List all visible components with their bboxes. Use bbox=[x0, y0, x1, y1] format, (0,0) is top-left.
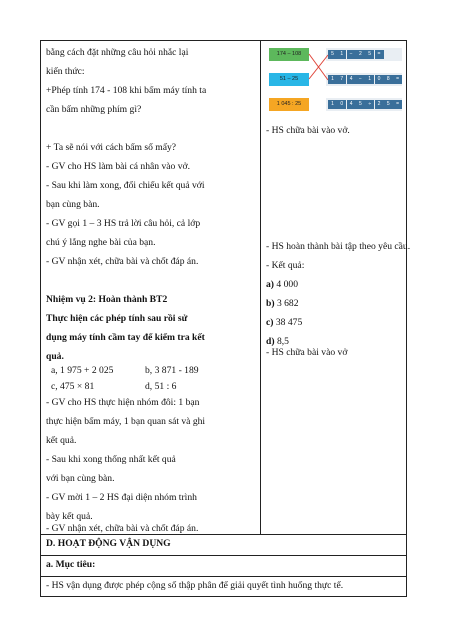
result-b-value: 3 682 bbox=[276, 298, 299, 309]
calculator-key: = bbox=[393, 75, 402, 84]
calculator-key: 5 bbox=[356, 100, 365, 109]
question-text: + Ta sẽ nói với cách bấm số mấy? bbox=[46, 142, 177, 153]
hs-text: - HS hoàn thành bài tập theo yêu cầu. bbox=[266, 241, 411, 252]
goal-label: a. Mục tiêu: bbox=[46, 559, 96, 570]
calculator-key: 1 bbox=[365, 75, 374, 84]
result-b-label: b) bbox=[266, 298, 275, 309]
expression-2: 51 – 25 bbox=[269, 73, 309, 86]
calculator-key: − bbox=[347, 50, 356, 59]
row-divider bbox=[41, 576, 406, 577]
instruction-text: bạn cùng bàn. bbox=[46, 199, 100, 210]
calculator-key: = bbox=[393, 100, 402, 109]
instruction-text: - GV mời 1 – 2 HS đại diện nhóm trình bbox=[46, 492, 197, 503]
task-description bbox=[46, 313, 252, 325]
instruction-text: - GV cho HS thực hiện nhóm đôi: 1 bạn bbox=[46, 397, 200, 408]
instruction-text: với bạn cùng bàn. bbox=[46, 473, 115, 484]
task-title: Nhiệm vụ 2: Hoàn thành BT2 bbox=[46, 294, 168, 305]
calculator-key: 2 bbox=[375, 100, 384, 109]
calculator-key: ÷ bbox=[365, 100, 374, 109]
instruction-text: - GV cho HS làm bài cá nhân vào vở. bbox=[46, 161, 190, 172]
result-c-value: 38 475 bbox=[275, 317, 303, 328]
calculator-key: 5 bbox=[384, 100, 393, 109]
task-text: Thực hiện các phép tính sau rồi sử bbox=[46, 313, 188, 324]
question-text: +Phép tính 174 - 108 khi bấm máy tính ta bbox=[46, 85, 207, 96]
instruction-text: thực hiện bấm máy, 1 bạn quan sát và ghi bbox=[46, 416, 206, 427]
exercise-b: b, 3 871 - 189 bbox=[145, 365, 199, 376]
instruction-text: - GV nhận xét, chữa bài và chốt đáp án. bbox=[46, 256, 199, 267]
intro-text: bằng cách đặt những câu hỏi nhắc lại bbox=[46, 47, 189, 58]
column-divider bbox=[260, 41, 261, 534]
calculator-key: 4 bbox=[347, 100, 356, 109]
calculator-key: 8 bbox=[384, 75, 393, 84]
instruction-text: kết quả. bbox=[46, 435, 77, 446]
result-a-value: 4 000 bbox=[276, 279, 298, 290]
calculator-key: − bbox=[356, 75, 365, 84]
section-title: D. HOẠT ĐỘNG VẬN DỤNG bbox=[46, 538, 171, 549]
calculator-key: 0 bbox=[337, 100, 346, 109]
calculator-key: 1 bbox=[328, 75, 337, 84]
instruction-text: bày kết quả. bbox=[46, 511, 93, 522]
result-d-label: d) bbox=[266, 336, 275, 347]
instruction-text: - Sau khi làm xong, đổi chiếu kết quả với bbox=[46, 180, 205, 191]
result-label: - Kết quả: bbox=[266, 260, 305, 271]
question-text: cần bấm những phím gì? bbox=[46, 104, 142, 115]
expression-1: 174 – 108 bbox=[269, 48, 309, 61]
result-a-label: a) bbox=[266, 279, 274, 290]
calculator-key: 5 bbox=[328, 50, 337, 59]
instruction-text: - GV gọi 1 – 3 HS trả lời câu hỏi, cả lớp bbox=[46, 218, 201, 229]
calculator-key: 0 bbox=[375, 75, 384, 84]
expression-3: 1 045 : 25 bbox=[269, 98, 309, 111]
instruction-text: chú ý lắng nghe bài của bạn. bbox=[46, 237, 156, 248]
row-divider bbox=[41, 555, 406, 556]
hs-text: - HS chữa bài vào vở. bbox=[266, 125, 350, 136]
task-text: dụng máy tính cầm tay để kiểm tra kết bbox=[46, 332, 205, 343]
hs-text: - HS chữa bài vào vở bbox=[266, 347, 348, 358]
result-d-value: 8,5 bbox=[276, 336, 289, 347]
exercise-c: c, 475 × 81 bbox=[51, 381, 95, 392]
result-c bbox=[266, 317, 302, 329]
result-a bbox=[266, 279, 298, 291]
calculator-key: 4 bbox=[347, 75, 356, 84]
lesson-table bbox=[40, 40, 411, 597]
calculator-key: 5 bbox=[365, 50, 374, 59]
exercise-d: d, 51 : 6 bbox=[145, 381, 177, 392]
calculator-key: 2 bbox=[356, 50, 365, 59]
calculator-key: 7 bbox=[337, 75, 346, 84]
calculator-key: 1 bbox=[337, 50, 346, 59]
calculator-matching-illustration bbox=[266, 41, 406, 115]
instruction-text: - GV nhận xét, chữa bài và chốt đáp án. bbox=[46, 523, 199, 534]
exercise-a: a, 1 975 + 2 025 bbox=[51, 365, 114, 376]
result-c-label: c) bbox=[266, 317, 274, 328]
calculator-key: 1 bbox=[328, 100, 337, 109]
result-b bbox=[266, 298, 299, 310]
calculator-key: = bbox=[375, 50, 384, 59]
intro-text: kiến thức: bbox=[46, 66, 85, 77]
task-text: quả. bbox=[46, 351, 64, 362]
goal-text: - HS vận dụng được phép cộng số thập phân để giải quyết tình huống thực tế. bbox=[46, 580, 344, 591]
instruction-text: - Sau khi xong thống nhất kết quả bbox=[46, 454, 176, 465]
